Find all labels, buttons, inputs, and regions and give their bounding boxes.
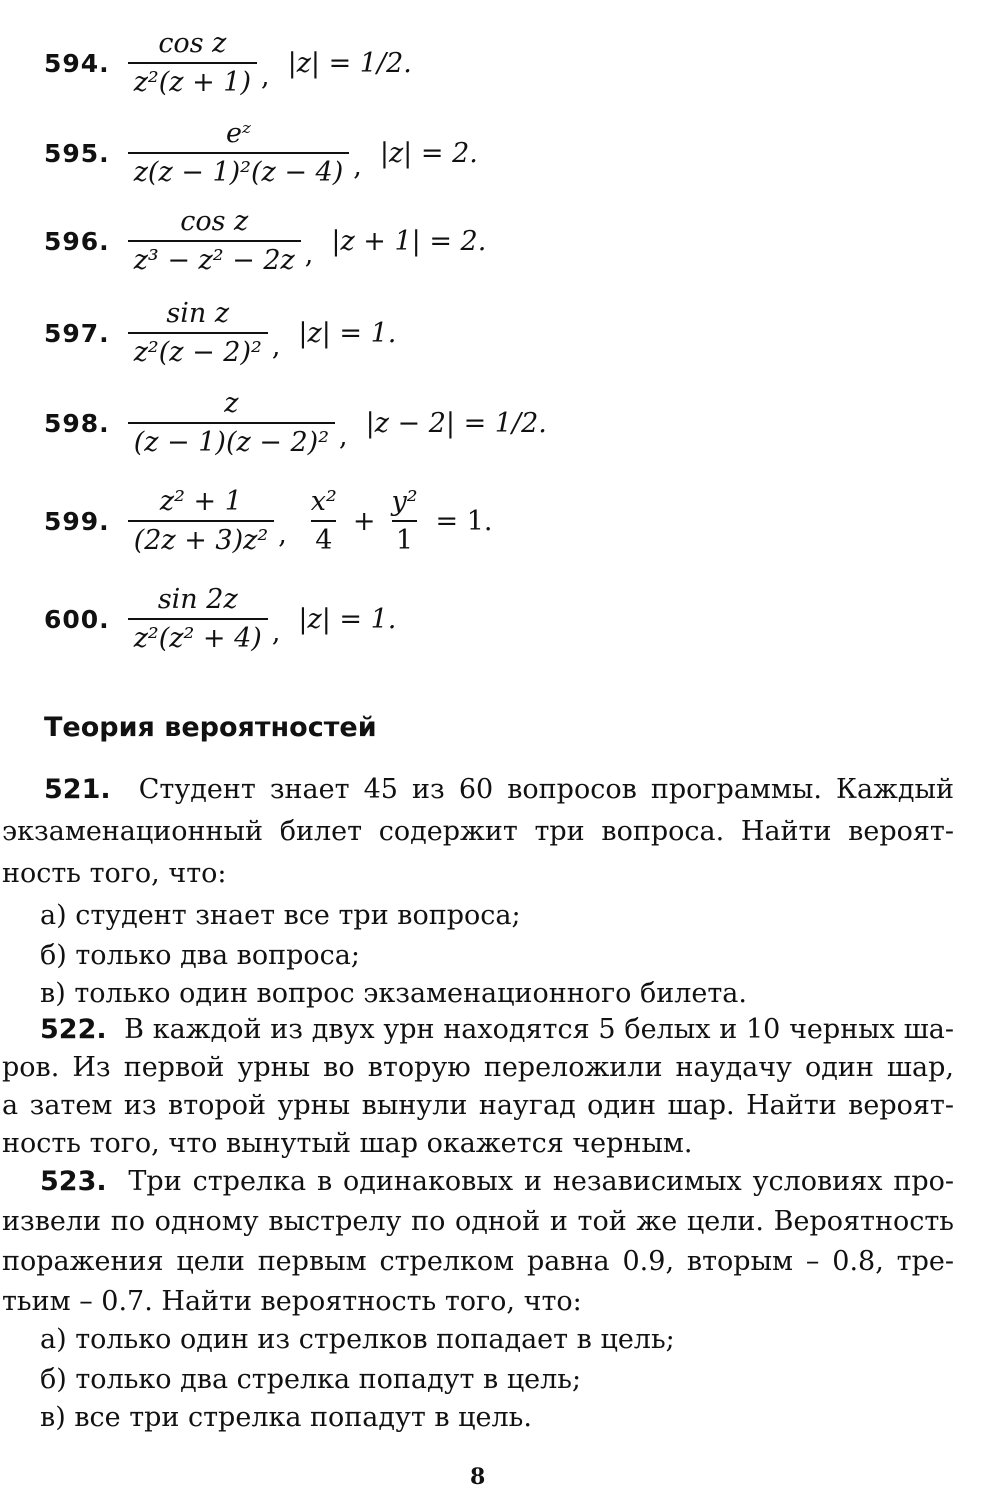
problem-number: 595. bbox=[44, 138, 110, 168]
problem-600: 600. $\frac{\sin 2z}{\text{z²(z² + 4)}}$ , |z| = 1. bbox=[44, 584, 397, 654]
contour-condition: |z − 2| = 1/2. bbox=[365, 407, 547, 439]
problem-594: 594. $\frac{\text{cos z}}{\text{z²(z + 1)}}$ , |z| = 1/2. bbox=[44, 28, 412, 98]
fraction bbox=[128, 206, 301, 276]
denominator: (2z + 3)z² bbox=[128, 520, 275, 556]
contour-condition: |z| = 1. bbox=[298, 603, 397, 635]
p522-line4: ность того, что вынутый шар окажется черным. bbox=[2, 1128, 693, 1159]
problem-598: 598. $\frac{z}{\text{(z − 1)(z − 2)²}}$ , |z − 2| = 1/2. bbox=[44, 388, 547, 458]
p523-line1 bbox=[40, 1168, 954, 1195]
x-denominator: 4 bbox=[311, 520, 336, 556]
denominator: z(z − 1)²(z − 4) bbox=[128, 152, 350, 188]
numerator: z bbox=[224, 388, 239, 419]
numerator: cos z bbox=[158, 28, 227, 59]
fraction bbox=[128, 118, 350, 188]
contour-condition: |z| = 2. bbox=[379, 137, 478, 169]
problem-number: 521. bbox=[44, 774, 111, 805]
fraction bbox=[128, 584, 268, 654]
denominator: z²(z + 1) bbox=[128, 62, 257, 98]
problem-596: 596. $\frac{\text{cos z}}{\text{z³ − z² − 2z}}$ , |z + 1| = 2. bbox=[44, 206, 487, 276]
x-fraction bbox=[307, 486, 341, 556]
denominator: z³ − z² − 2z bbox=[128, 240, 301, 276]
p523-line2: извели по одному выстрелу по одной и той же цели. Вероятность bbox=[2, 1206, 954, 1237]
problem-599: 599. $\frac{\text{z² + 1}}{\text{(2z + 3)z²}}$ , $\frac{\text{x²}}{4}$ + $\frac{\text{y²}}{1}$ = 1. bbox=[44, 486, 503, 556]
p521-item-b: б) только два вопроса; bbox=[40, 940, 360, 971]
plus-sign: + bbox=[352, 505, 376, 537]
problem-number: 597. bbox=[44, 318, 110, 348]
contour-condition: |z + 1| = 2. bbox=[331, 225, 487, 257]
numerator: z² + 1 bbox=[159, 486, 242, 517]
problem-number: 598. bbox=[44, 408, 110, 438]
contour-condition: |z| = 1. bbox=[298, 317, 397, 349]
fraction bbox=[128, 28, 257, 98]
fraction bbox=[128, 298, 268, 368]
problem-number: 594. bbox=[44, 48, 110, 78]
numerator: sin z bbox=[166, 298, 230, 329]
p521-text1: Студент знает 45 из 60 вопросов программы. Каждый bbox=[138, 774, 954, 805]
denominator: z²(z − 2)² bbox=[128, 332, 268, 368]
y-denominator: 1 bbox=[392, 520, 417, 556]
p521-line1 bbox=[44, 776, 954, 803]
contour-condition: |z| = 1/2. bbox=[287, 47, 412, 79]
fraction bbox=[128, 388, 335, 458]
numerator: cos z bbox=[180, 206, 249, 237]
y-numerator: y² bbox=[391, 486, 418, 517]
p522-text1: В каждой из двух урн находятся 5 белых и 10 черных ша- bbox=[124, 1014, 954, 1045]
y-fraction bbox=[387, 486, 421, 556]
section-title: Теория вероятностей bbox=[44, 712, 377, 743]
p521-item-a: а) студент знает все три вопроса; bbox=[40, 900, 521, 931]
problem-597: 597. $\frac{\text{sin z}}{\text{z²(z − 2)²}}$ , |z| = 1. bbox=[44, 298, 397, 368]
problem-number: 522. bbox=[40, 1014, 107, 1045]
fraction bbox=[128, 486, 275, 556]
problem-number: 523. bbox=[40, 1166, 107, 1197]
problem-number: 596. bbox=[44, 226, 110, 256]
p522-line2: ров. Из первой урны во вторую переложили наудачу один шар, bbox=[2, 1052, 954, 1083]
numerator: sin 2z bbox=[157, 584, 238, 615]
equals-value: = 1. bbox=[435, 505, 493, 537]
x-numerator: x² bbox=[310, 486, 337, 517]
problem-595: 595. $\frac{\text{eᶻ}}{\text{z(z − 1)²(z − 4)}}$ , |z| = 2. bbox=[44, 118, 478, 188]
problem-number: 600. bbox=[44, 604, 110, 634]
p521-item-c: в) только один вопрос экзаменационного билета. bbox=[40, 978, 747, 1009]
p523-text1: Три стрелка в одинаковых и независимых условиях про- bbox=[128, 1166, 954, 1197]
p522-line1 bbox=[40, 1016, 954, 1043]
p523-line3: поражения цели первым стрелком равна 0.9, вторым – 0.8, тре- bbox=[2, 1246, 954, 1277]
p523-line4: тьим – 0.7. Найти вероятность того, что: bbox=[2, 1286, 582, 1317]
denominator: (z − 1)(z − 2)² bbox=[128, 422, 335, 458]
p521-line2: экзаменационный билет содержит три вопроса. Найти вероят- bbox=[2, 816, 954, 847]
page-number: 8 bbox=[470, 1464, 486, 1490]
numerator: eᶻ bbox=[226, 118, 251, 149]
p523-item-c: в) все три стрелка попадут в цель. bbox=[40, 1402, 532, 1433]
p523-item-a: а) только один из стрелков попадает в цель; bbox=[40, 1324, 675, 1355]
p521-line3: ность того, что: bbox=[2, 858, 227, 889]
denominator: z²(z² + 4) bbox=[128, 618, 268, 654]
p522-line3: а затем из второй урны вынули наугад один шар. Найти вероят- bbox=[2, 1090, 954, 1121]
ellipse-condition bbox=[305, 486, 503, 556]
p523-item-b: б) только два стрелка попадут в цель; bbox=[40, 1364, 582, 1395]
problem-number: 599. bbox=[44, 506, 110, 536]
